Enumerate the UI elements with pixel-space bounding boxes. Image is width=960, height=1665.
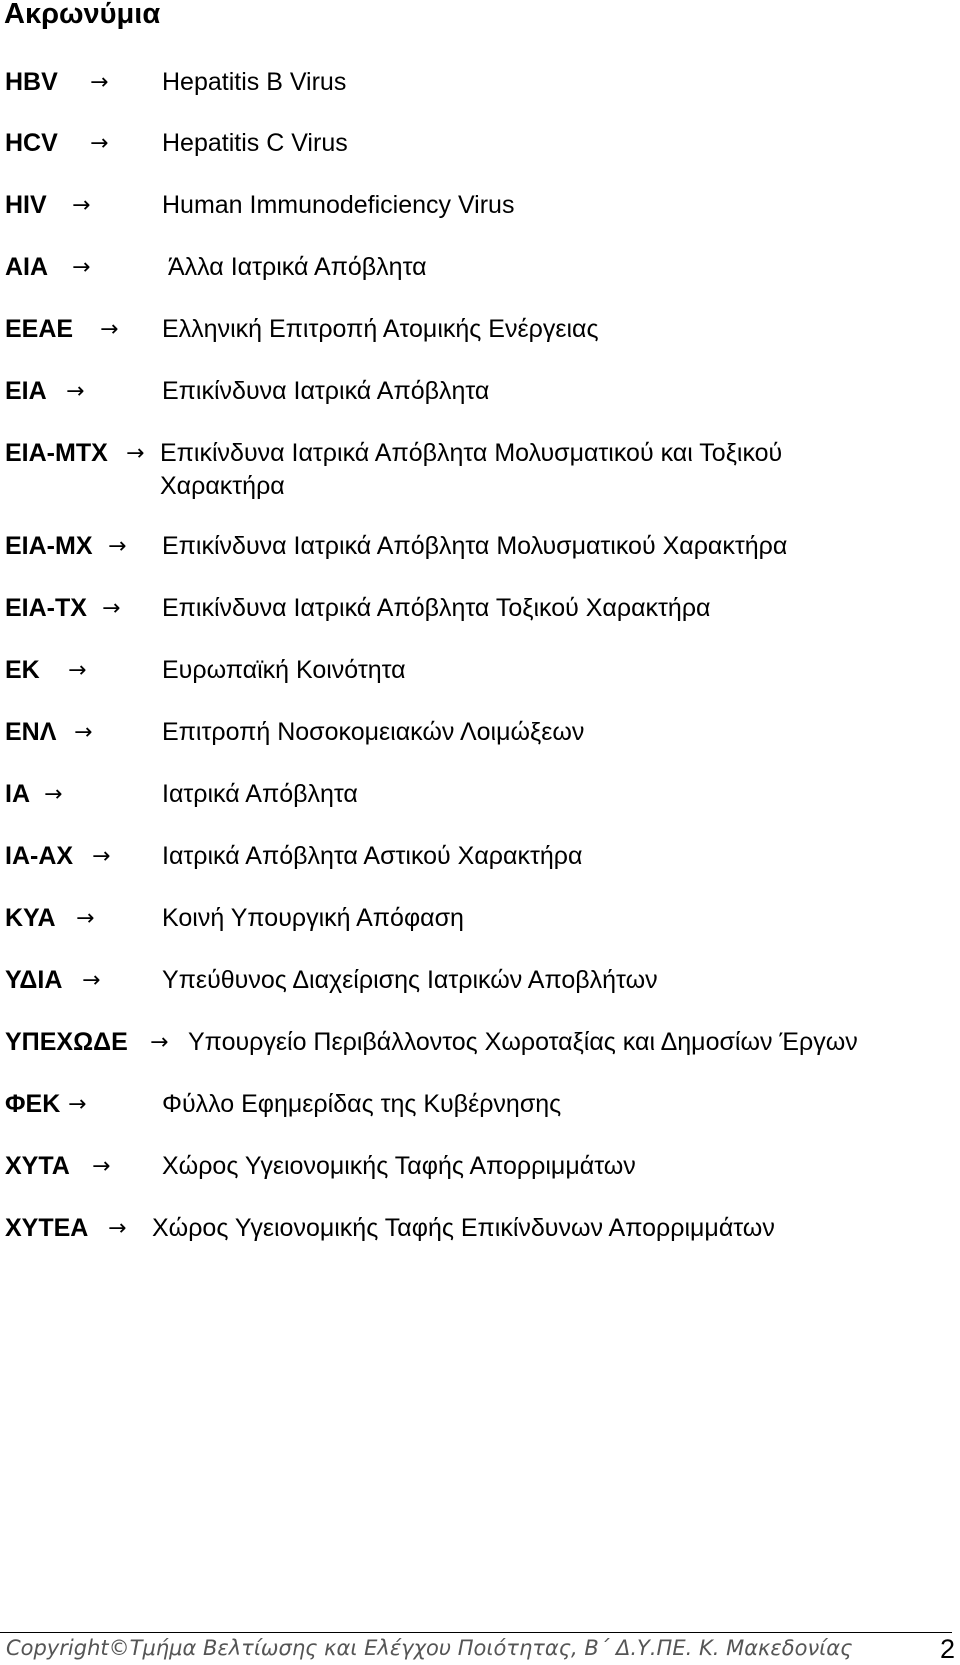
- acronym-definition: Ευρωπαϊκή Κοινότητα: [162, 656, 406, 684]
- page-number: 2: [940, 1634, 956, 1664]
- arrow-right-icon: →: [90, 131, 109, 156]
- acronym: ΕΙΑ: [5, 377, 47, 405]
- arrow-right-icon: →: [102, 596, 121, 621]
- acronym: ΕΚ: [5, 656, 40, 684]
- acronym: ΕΝΛ: [5, 718, 57, 746]
- arrow-right-icon: →: [72, 255, 91, 280]
- page-title: Ακρωνύμια: [4, 0, 161, 30]
- acronym: ΥΠΕΧΩΔΕ: [5, 1028, 128, 1056]
- acronym: ΙΑ: [5, 780, 30, 808]
- footer-divider: [0, 1632, 952, 1633]
- arrow-right-icon: →: [74, 720, 93, 745]
- acronym-definition: Επικίνδυνα Ιατρικά Απόβλητα Μολυσματικού και Τοξικού Χαρακτήρα: [160, 439, 783, 500]
- arrow-right-icon: →: [68, 1092, 87, 1117]
- arrow-right-icon: →: [82, 968, 101, 993]
- arrow-right-icon: →: [76, 906, 95, 931]
- acronym-definition: Human Immunodeficiency Virus: [162, 191, 515, 219]
- arrow-right-icon: →: [108, 534, 127, 559]
- arrow-right-icon: →: [90, 70, 109, 95]
- acronym-definition: Hepatitis C Virus: [162, 129, 348, 157]
- acronym-definition: Υπουργείο Περιβάλλοντος Χωροταξίας και Δημοσίων Έργων: [188, 1028, 858, 1056]
- acronym-definition: Υπεύθυνος Διαχείρισης Ιατρικών Αποβλήτων: [162, 966, 658, 994]
- arrow-right-icon: →: [108, 1216, 127, 1241]
- page-footer: [0, 1632, 960, 1663]
- acronym: ΙΑ-ΑΧ: [5, 842, 74, 870]
- arrow-right-icon: →: [150, 1030, 169, 1055]
- acronym-definition: Επικίνδυνα Ιατρικά Απόβλητα: [162, 377, 490, 405]
- acronym-definition: Κοινή Υπουργική Απόφαση: [162, 904, 464, 932]
- acronym: ΦΕΚ: [5, 1090, 61, 1118]
- acronym: HCV: [5, 129, 58, 157]
- acronym-definition: Ιατρικά Απόβλητα Αστικού Χαρακτήρα: [162, 842, 583, 870]
- acronym-definition: Επικίνδυνα Ιατρικά Απόβλητα Τοξικού Χαρακτήρα: [162, 594, 711, 622]
- arrow-right-icon: →: [66, 379, 85, 404]
- acronym: HBV: [5, 68, 58, 96]
- acronym-definition: Ελληνική Επιτροπή Ατομικής Ενέργειας: [162, 315, 599, 343]
- acronym: ΧΥΤΕΑ: [5, 1214, 89, 1242]
- acronym-definition: Άλλα Ιατρικά Απόβλητα: [168, 253, 427, 281]
- acronym: ΥΔΙΑ: [5, 966, 63, 994]
- footer-copyright: Copyright©Τμήμα Βελτίωσης και Ελέγχου Ποιότητας, Β΄ Δ.Υ.ΠΕ. Κ. Μακεδονίας: [6, 1636, 853, 1660]
- arrow-right-icon: →: [92, 844, 111, 869]
- acronym: ΑΙΑ: [5, 253, 49, 281]
- acronym: ΕΕΑΕ: [5, 315, 74, 343]
- acronym: ΧΥΤΑ: [5, 1152, 70, 1180]
- acronym: ΕΙΑ-ΜΤΧ: [5, 439, 108, 467]
- acronym-definition: Φύλλο Εφημερίδας της Κυβέρνησης: [162, 1090, 562, 1118]
- acronym-definition: Χώρος Υγειονομικής Ταφής Απορριμμάτων: [162, 1152, 636, 1180]
- arrow-right-icon: →: [100, 317, 119, 342]
- acronym-definition: Χώρος Υγειονομικής Ταφής Επικίνδυνων Απορριμμάτων: [152, 1214, 775, 1242]
- acronym-definition: Επιτροπή Νοσοκομειακών Λοιμώξεων: [162, 718, 585, 746]
- acronym: ΕΙΑ-ΜΧ: [5, 532, 93, 560]
- acronym: HIV: [5, 191, 47, 219]
- arrow-right-icon: →: [72, 193, 91, 218]
- acronym: ΚΥΑ: [5, 904, 56, 932]
- acronym-definition: Ιατρικά Απόβλητα: [162, 780, 358, 808]
- arrow-right-icon: →: [44, 782, 63, 807]
- arrow-right-icon: →: [68, 658, 87, 683]
- arrow-right-icon: →: [126, 441, 145, 466]
- acronym: ΕΙΑ-ΤΧ: [5, 594, 87, 622]
- acronym-definition: Επικίνδυνα Ιατρικά Απόβλητα Μολυσματικού Χαρακτήρα: [162, 532, 788, 560]
- arrow-right-icon: →: [92, 1154, 111, 1179]
- acronym-definition: Hepatitis B Virus: [162, 68, 347, 96]
